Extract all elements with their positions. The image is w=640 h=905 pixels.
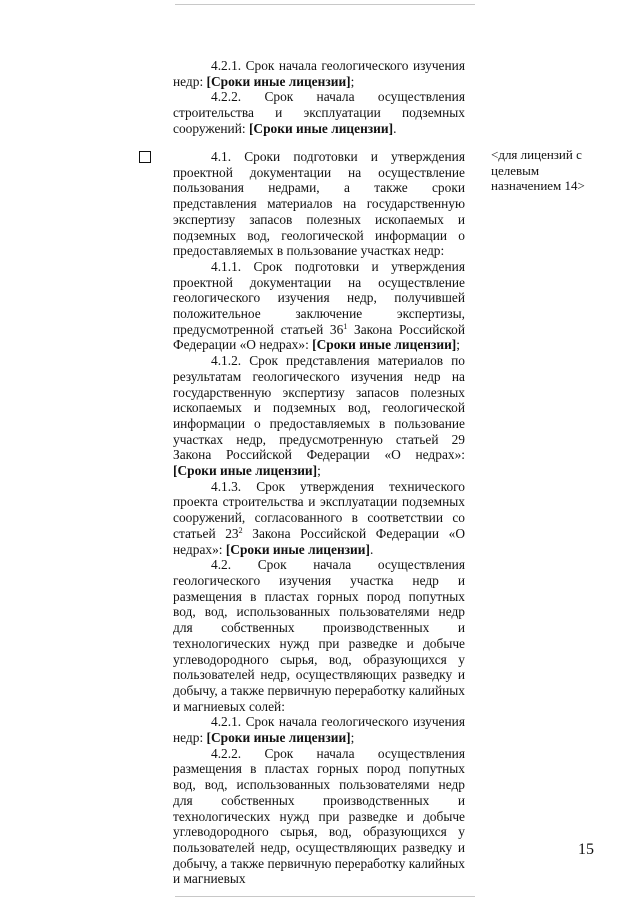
clause-4-1: [173, 149, 465, 259]
clause-text: Срок начала геологического изучения недр:: [173, 714, 465, 746]
clause-number: 4.1.: [211, 149, 232, 164]
clause-number: 4.2.2.: [211, 745, 242, 761]
clause-tail: ;: [456, 337, 460, 353]
footnote-superscript: 1: [343, 321, 348, 331]
clause-4-2-2: [173, 746, 465, 887]
clause-4-1-3: [173, 479, 465, 558]
clause-tail: ;: [350, 730, 355, 746]
clause-text: Срок начала осуществления строительства и эксплуатации подземных сооружений:: [173, 89, 465, 136]
clause-text: Срок начала осуществления геологического изучения участка недр и размещения в пластах горных пород попутных вод, вод, использованных пользователями недр для собственных производственных и технологических нужд при разведке и добыче углеводородного сырья, вод, образующихся у пользователей недр, осуществляющих разведку и добычу, а также первичную переработку калийных и магниевых солей:: [173, 557, 465, 714]
clause-number: 4.1.3.: [211, 478, 242, 494]
clause-text-cont: Закона Российской Федерации «О недрах»:: [173, 321, 465, 353]
clause-4-1-2: [173, 353, 465, 479]
clause-number: 4.1.1.: [211, 258, 242, 274]
clause-placeholder: [Сроки иные лицензии]: [206, 73, 351, 89]
footnote-superscript: 2: [238, 525, 243, 535]
clause-text: Срок подготовки и утверждения проектной документации на осуществление геологического изучения недр, получившей положительное заключение экспертизы, предусмотренной статьей 36: [173, 258, 465, 337]
clause-4-2-1: [173, 714, 465, 745]
clause-tail: ;: [317, 463, 321, 479]
clause-tail: .: [393, 120, 397, 136]
clause-placeholder: [Сроки иные лицензии]: [206, 730, 351, 746]
clause-tail: .: [369, 541, 374, 557]
clause-placeholder: [Сроки иные лицензии]: [225, 541, 370, 557]
section-4-body: [173, 149, 465, 887]
top-divider: [175, 4, 475, 5]
clause-placeholder: [Сроки иные лицензии]: [312, 337, 457, 353]
clause-text: Срок утверждения технического проекта строительства и эксплуатации подземных сооружений, согласованного в соответствии со статьей 23: [173, 478, 465, 541]
side-note: <для лицензий с целевым назначением 14>: [491, 147, 585, 193]
clause-number: 4.2.2.: [211, 89, 242, 105]
clause-text: Срок представления материалов по результатам геологического изучения недр на государственную экспертизу запасов полезных ископаемых и подземных вод, геологической информации о предоставляемых в пользование участках недр, предусмотренную статьей 29 Закона Российской Федерации «О недрах»:: [173, 353, 465, 463]
clause-placeholder: [Сроки иные лицензии]: [248, 120, 394, 136]
clause-number: 4.1.2.: [211, 353, 242, 369]
clause-4-2-1-top: [173, 58, 465, 89]
section-checkbox[interactable]: [139, 151, 151, 163]
clause-4-2-2-top: [173, 89, 465, 136]
clause-number: 4.2.1.: [211, 58, 242, 73]
clause-text: Срок начала осуществления размещения в пластах горных пород попутных вод, вод, использованных пользователями недр для собственных производственных и технологических нужд при разведке и добыче углеводородного сырья, вод, образующихся у пользователей недр, осуществляющих разведку и добычу, а также первичную переработку калийных и магниевых: [173, 745, 465, 887]
clause-4-1-1: [173, 259, 465, 353]
clause-tail: ;: [350, 73, 355, 89]
clause-number: 4.2.: [211, 557, 232, 573]
clause-text-cont: Закона Российской Федерации «О недрах»:: [173, 525, 465, 557]
bottom-divider: [175, 896, 475, 897]
clause-placeholder: [Сроки иные лицензии]: [173, 463, 318, 479]
section-4-2-continuation: [173, 58, 465, 137]
clause-4-2: [173, 557, 465, 714]
clause-text: Срок начала геологического изучения недр:: [173, 58, 465, 89]
clause-text: Сроки подготовки и утверждения проектной документации на осуществление пользования недрами, а также сроки представления материалов на государственную экспертизу запасов полезных ископаемых и подземных вод, геологической информации о предоставляемых в пользование участках недр:: [173, 149, 465, 259]
page-number: 15: [578, 841, 594, 858]
clause-number: 4.2.1.: [211, 714, 242, 730]
